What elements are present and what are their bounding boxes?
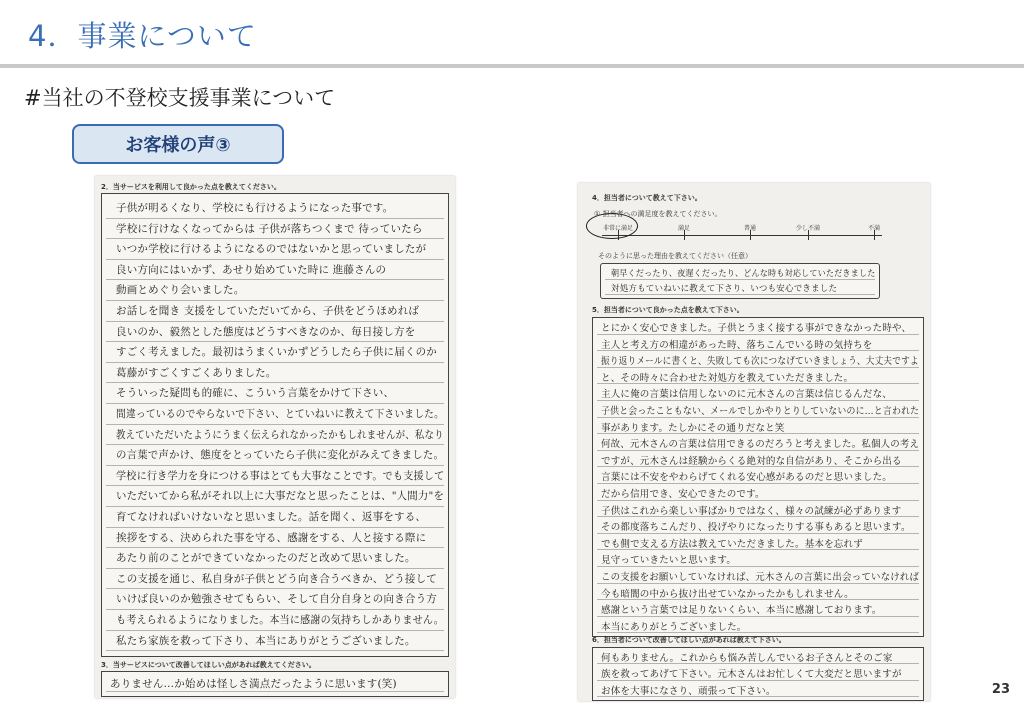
handwritten-line: この支援を通じ、私自身が子供とどう向き合うべきか、どう接して: [116, 572, 437, 585]
ruled-line: [106, 568, 444, 569]
section-subtitle: #当社の不登校支援事業について: [24, 86, 336, 110]
title-divider: [0, 64, 1024, 68]
q4-reason-box: [600, 263, 880, 299]
ruled-line: [106, 527, 444, 528]
ruled-line: [106, 588, 444, 589]
handwritten-line: 教えていただいたようにうまく伝えられなかったかもしれませんが、私なり: [116, 428, 444, 441]
ruled-line: [106, 691, 444, 692]
handwritten-line: 挨拶をする、決められた事を守る、感謝をする、人と接する際に: [116, 531, 427, 544]
handwritten-line: 育てなければいけないなと思いました。話を聞く、返事をする、: [116, 511, 427, 523]
page-number: 23: [991, 682, 1010, 697]
handwritten-line: 子供と会ったこともない、メールでしかやりとりしていないのに…と言われた: [601, 406, 920, 417]
ruled-line: [106, 444, 444, 445]
ruled-line: [106, 465, 444, 466]
left-survey-scan: [95, 176, 455, 698]
handwritten-line: 振り返りメールに書くと、失敗しても次につなげていきましょう、大丈夫ですよ: [601, 356, 919, 368]
handwritten-line: 本当にありがとうございました。: [601, 621, 747, 633]
ruled-line: [106, 362, 444, 363]
q2-answer-box: [101, 193, 449, 657]
ruled-line: [106, 424, 444, 425]
handwritten-line: 何故、元木さんの言葉は信用できるのだろうと考えました。私個人の考え: [601, 439, 920, 451]
handwritten-line: とにかく安心できました。子供とうまく接する事ができなかった時や、: [601, 323, 912, 334]
scale-axis: [602, 235, 882, 236]
handwritten-line: その都度落ちこんだり、投げやりになったりする事もあると思います。: [601, 522, 911, 534]
q6-answer-box: [592, 647, 924, 701]
handwritten-line: 主人と考え方の相違があった時、落ちこんでいる時の気持ちを: [601, 339, 873, 351]
handwritten-line: ありません…か始めは怪しさ満点だったように思います(笑): [110, 678, 397, 690]
handwritten-line: いけば良いのか勉強させてもらい、そして自分自身との向き合う方: [116, 593, 437, 606]
ruled-line: [106, 300, 444, 301]
handwritten-line: 葛藤がすごくすごくありました。: [116, 366, 277, 379]
handwritten-line: 良いのか、毅然とした態度はどうすべきなのか、毎日接し方を: [116, 325, 416, 338]
handwritten-line: と、その時々に合わせた対処方を教えていただきました。: [601, 372, 854, 384]
scale-label: 満足: [677, 225, 691, 232]
q5-heading: 5．担当者について良かった点を教えて下さい。: [592, 306, 744, 314]
ruled-line: [106, 321, 444, 322]
handwritten-line: 良い方向にはいかず、あせり始めていた時に 進藤さんの: [116, 263, 387, 276]
q4-subquestion: ① 担当者への満足度を教えてください。: [594, 210, 722, 218]
handwritten-line: も考えられるようになりました。本当に感謝の気持ちしかありません。: [116, 614, 444, 626]
handwritten-line: 子供はこれから楽しい事ばかりではなく、様々の試練が必ずあります: [601, 505, 902, 517]
ruled-line: [106, 609, 444, 610]
handwritten-line: お話しを聞き 支援をしていただいてから、子供をどうほめれば: [116, 305, 420, 317]
handwritten-line: 今も暗闇の中から抜け出せていなかったかもしれません。: [601, 588, 854, 600]
handwritten-line: 私たち家族を救って下さり、本当にありがとうございました。: [116, 634, 416, 647]
ruled-line: [106, 547, 444, 548]
scale-label: 少し不満: [795, 225, 821, 232]
selected-rating-circle: [586, 213, 638, 239]
handwritten-line: すごく考えました。最初はうまくいかずどうしたら子供に届くのか: [116, 346, 437, 359]
q5-answer-box: [592, 317, 924, 637]
ruled-line: [106, 403, 444, 404]
ruled-line: [605, 294, 875, 295]
scale-label: 非常に満足: [602, 225, 634, 232]
page-title: 4．事業について: [28, 19, 257, 53]
ruled-line: [106, 238, 444, 239]
handwritten-line: 族を救ってあげて下さい。元木さんはお忙しくて大変だと思いますが: [601, 669, 902, 681]
ruled-line: [106, 485, 444, 486]
q4-heading: 4．担当者について教えて下さい。: [592, 194, 702, 202]
handwritten-line: 主人に俺の言葉は信用しないのに元木さんの言葉は信じるんだな、: [601, 389, 893, 401]
q4-reason-label: そのように思った理由を教えてください（任意）: [598, 252, 752, 260]
ruled-line: [106, 218, 444, 219]
customer-voice-label: お客様の声③: [125, 135, 231, 156]
handwritten-line: 何もありません。これからも悩み苦しんでいるお子さんとそのご家: [601, 653, 893, 664]
ruled-line: [605, 279, 875, 280]
scale-label: 不満: [867, 225, 881, 232]
handwritten-line: 朝早くだったり、夜遅くだったり、どんな時も対応していただきました: [611, 269, 876, 279]
q3-heading: 3．当サービスについて改善してほしい点があれば教えてください。: [101, 661, 316, 669]
handwritten-line: あたり前のことができていなかったのだと改めて思いました。: [116, 552, 416, 565]
q2-heading: 2．当サービスを利用して良かった点を教えてください。: [101, 183, 281, 191]
handwritten-line: 間違っているのでやらないで下さい、とていねいに教えて下さいました。: [116, 408, 445, 420]
scale-label: 普通: [743, 225, 757, 232]
handwritten-line: 事があります。たしかにその通りだなと笑: [601, 422, 785, 434]
ruled-line: [106, 382, 444, 383]
handwritten-line: 言葉には不安をやわらげてくれる安心感があるのだと思いました。: [601, 472, 893, 484]
handwritten-line: ですが、元木さんは経験からくる絶対的な自信があり、そこから出る: [601, 455, 902, 467]
handwritten-line: 見守っていきたいと思います。: [601, 555, 737, 567]
ruled-line: [106, 630, 444, 631]
handwritten-line: いつか学校に行けるようになるのではないかと思っていましたが: [116, 243, 427, 256]
handwritten-line: お体を大事になさり、頑張って下さい。: [601, 685, 776, 697]
handwritten-line: この支援をお願いしていなければ、元木さんの言葉に出会っていなければ: [601, 572, 920, 583]
ruled-line: [106, 279, 444, 280]
handwritten-line: そういった疑問も的確に、こういう言葉をかけて下さい、: [116, 387, 395, 400]
customer-voice-badge: [72, 124, 284, 164]
right-survey-scan: [578, 183, 930, 701]
handwritten-line: 子供が明るくなり、学校にも行けるようになった事です。: [116, 202, 394, 214]
handwritten-line: の言葉で声かけ、態度をとっていたら子供に変化がみえてきました。: [116, 449, 445, 462]
ruled-line: [106, 341, 444, 342]
q3-answer-box: [101, 671, 449, 697]
handwritten-line: 学校に行けなくなってからは 子供が落ちつくまで 待っていたら: [116, 222, 423, 235]
handwritten-line: 動画とめぐり会いました。: [116, 284, 245, 297]
handwritten-line: 学校に行き学力を身につける事はとても大事なことです。でも支援して: [116, 469, 445, 482]
handwritten-line: でも側で支える方法は教えていただきました。基本を忘れず: [601, 538, 863, 550]
handwritten-line: 対処方もていねいに教えて下さり、いつも安心できました: [611, 284, 838, 294]
handwritten-line: いただいてから私がそれ以上に大事だなと思ったことは、"人間力"を: [116, 490, 445, 503]
handwritten-line: だから信用でき、安心できたのです。: [601, 489, 765, 500]
handwritten-line: 感謝という言葉では足りないくらい、本当に感謝しております。: [601, 605, 882, 617]
ruled-line: [106, 259, 444, 260]
ruled-line: [106, 650, 444, 651]
ruled-line: [106, 506, 444, 507]
q6-heading: 6．担当者について改善してほしい点があれば教えて下さい。: [592, 636, 786, 644]
